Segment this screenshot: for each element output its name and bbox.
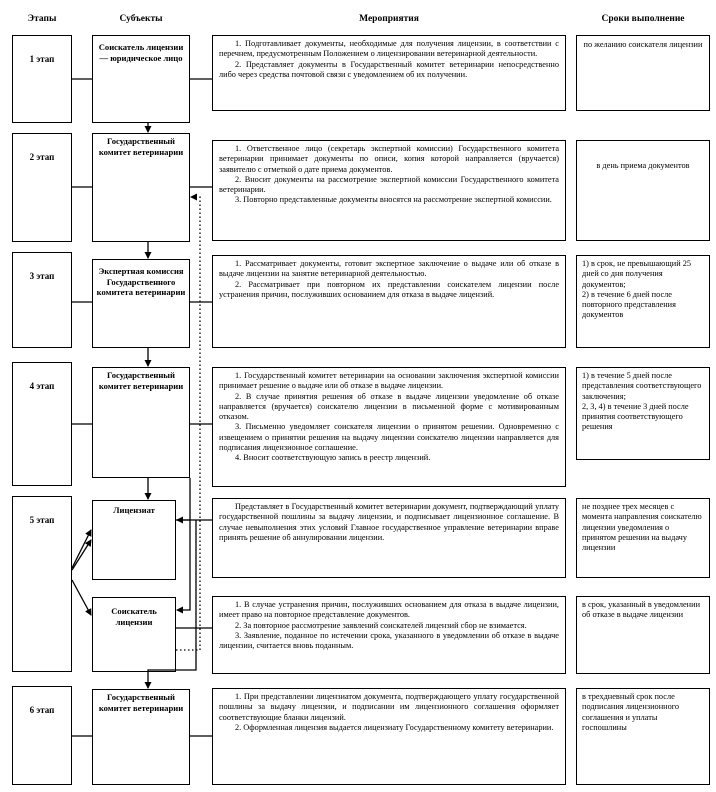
subject-license-applicant: Соискатель лицензии <box>92 597 176 672</box>
event-text: 1. Ответственное лицо (секретарь экспертной комиссии) Государственного комитета ветеринарии принимает документы по описи, копия которой направляется (вручается) заявителю с отметкой о дате приема документов. <box>219 144 559 174</box>
events-stage-5-applicant <box>212 596 566 674</box>
event-text: 4. Вносит соответствующую запись в реестр лицензий. <box>235 453 431 463</box>
events-stage-6 <box>212 688 566 785</box>
term-text: 1) в срок, не превышающий 25 дней со дня получения документов; <box>582 259 692 289</box>
stage-1: 1 этап <box>12 35 72 123</box>
fan-arrow-3 <box>72 580 91 615</box>
term-text: 2) в течение 6 дней после повторного представления документов <box>582 289 676 320</box>
event-text: 2. В случае принятия решения об отказе в выдаче лицензии уведомление об отказе направляется (вручается) соискателю лицензии в письменной форме с мотивированным отказом. <box>219 391 559 422</box>
subject-applicant-legal-entity: Соискатель лицензии — юридическое лицо <box>92 35 190 123</box>
terms-stage-4 <box>576 367 710 460</box>
event-text: 1. Рассматривает документы, готовит экспертное заключение о выдаче или об отказе в выдаче лицензии на занятие ветеринарной деятельностью. <box>219 259 559 279</box>
term-text: 2, 3, 4) в течение 3 дней после принятия соответствующего решения <box>582 401 689 432</box>
stage-6: 6 этап <box>12 686 72 785</box>
term-text: по желанию соискателя лицензии <box>583 40 703 49</box>
event-text: 2. Вносит документы на рассмотрение экспертной комиссии Государственного комитета ветеринарии. <box>219 174 559 195</box>
terms-stage-6 <box>576 688 710 785</box>
stage-5: 5 этап <box>12 496 72 672</box>
event-text: 3. Заявление, поданное по истечении срока, указанного в уведомлении об отказе в выдаче лицензии, считается вновь поданным. <box>219 630 559 651</box>
branch-to-applicant <box>177 520 190 610</box>
event-text: 2. За повторное рассмотрение заявлений соискателей лицензий сбор не взимается. <box>235 620 527 630</box>
terms-stage-1 <box>576 35 710 111</box>
fan-arrow-1 <box>72 530 91 568</box>
subject-state-committee: Государственный комитет ветеринарии <box>92 133 190 242</box>
events-stage-2 <box>212 140 566 241</box>
event-text: 1. Подготавливает документы, необходимые для получения лицензии, в соответствии с перечнем, предусмотренным Положением о лицензировании ветеринарной деятельности. <box>219 39 559 59</box>
event-text: 3. Письменно уведомляет соискателя лицензии о принятом решении. Одновременно с извещением о принятии решения на выдачу лицензии соискателю лицензии направляется для подписания лицензионное соглашение. <box>219 422 559 453</box>
branch-to-licensee <box>177 478 190 520</box>
header-stages: Этапы <box>27 14 57 24</box>
subject-licensee: Лицензиат <box>92 500 176 580</box>
term-text: в день приема документов <box>596 161 690 170</box>
event-text: 2. Рассматривает при повторном их представлении соискателем лицензии после устранения причин, послуживших основанием для отказа в выдаче лицензий. <box>219 279 559 299</box>
fan-arrow-2 <box>72 540 91 570</box>
term-text: 1) в течение 5 дней после представления соответствующего заключения; <box>582 371 702 401</box>
event-text: 1. При представлении лицензиатом документа, подтверждающего уплату государственной пошлины за выдачу лицензии, и подписании им лицензионного соглашения оформляет соответствующие бланки лицензий. <box>219 692 559 722</box>
events-stage-1 <box>212 35 566 111</box>
header-terms: Сроки выполнение <box>601 14 685 24</box>
events-stage-5-licensee <box>212 498 566 578</box>
event-text: 2. Представляет документы в Государственный комитет ветеринарии непосредственно либо через средства почтовой связи с уведомлением об их получении. <box>219 59 559 79</box>
subject-state-committee-issuance: Государственный комитет ветеринарии <box>92 689 190 785</box>
terms-stage-2 <box>576 140 710 241</box>
stage-2: 2 этап <box>12 133 72 242</box>
term-text: в срок, указанный в уведомлении об отказе в выдаче лицензии <box>582 600 701 620</box>
terms-stage-5-applicant <box>576 596 710 674</box>
terms-stage-5-licensee <box>576 498 710 578</box>
stage-4: 4 этап <box>12 362 72 486</box>
events-stage-3 <box>212 255 566 348</box>
subject-state-committee-decision: Государственный комитет ветеринарии <box>92 367 190 478</box>
term-text: в трехдневный срок после подписания лицензионного соглашения и уплаты госпошлины <box>582 692 680 732</box>
terms-stage-3 <box>576 255 710 348</box>
event-text: 1. Государственный комитет ветеринарии на основании заключения экспертной комиссии принимает решение о выдаче или об отказе в выдаче лицензии. <box>219 371 559 391</box>
event-text: 2. Оформленная лицензия выдается лицензиату Государственному комитету ветеринарии. <box>235 722 554 732</box>
event-text: 3. Повторно представленные документы вносятся на рассмотрение экспертной комиссии. <box>235 195 552 205</box>
events-stage-4 <box>212 367 566 487</box>
event-text: Представляет в Государственный комитет ветеринарии документ, подтверждающий уплату государственной пошлины за выдачу лицензии, и подписывает лицензионное соглашение. В случае невыполнения этих условий Главное государственное управление ветеринарии вправе принять решение об аннулировании лицензии. <box>219 502 559 542</box>
stage-3: 3 этап <box>12 252 72 348</box>
header-subjects: Субъекты <box>119 14 163 24</box>
term-text: не позднее трех месяцев с момента направления соискателю лицензии уведомления о принятом решении на выдачу лицензии <box>582 502 702 553</box>
event-text: 1. В случае устранения причин, послуживших основанием для отказа в выдаче лицензии, имеет право на повторное представление документов. <box>219 600 559 620</box>
header-events: Мероприятия <box>359 14 419 24</box>
subject-expert-commission: Экспертная комиссия Государственного комитета ветеринарии <box>92 259 190 348</box>
